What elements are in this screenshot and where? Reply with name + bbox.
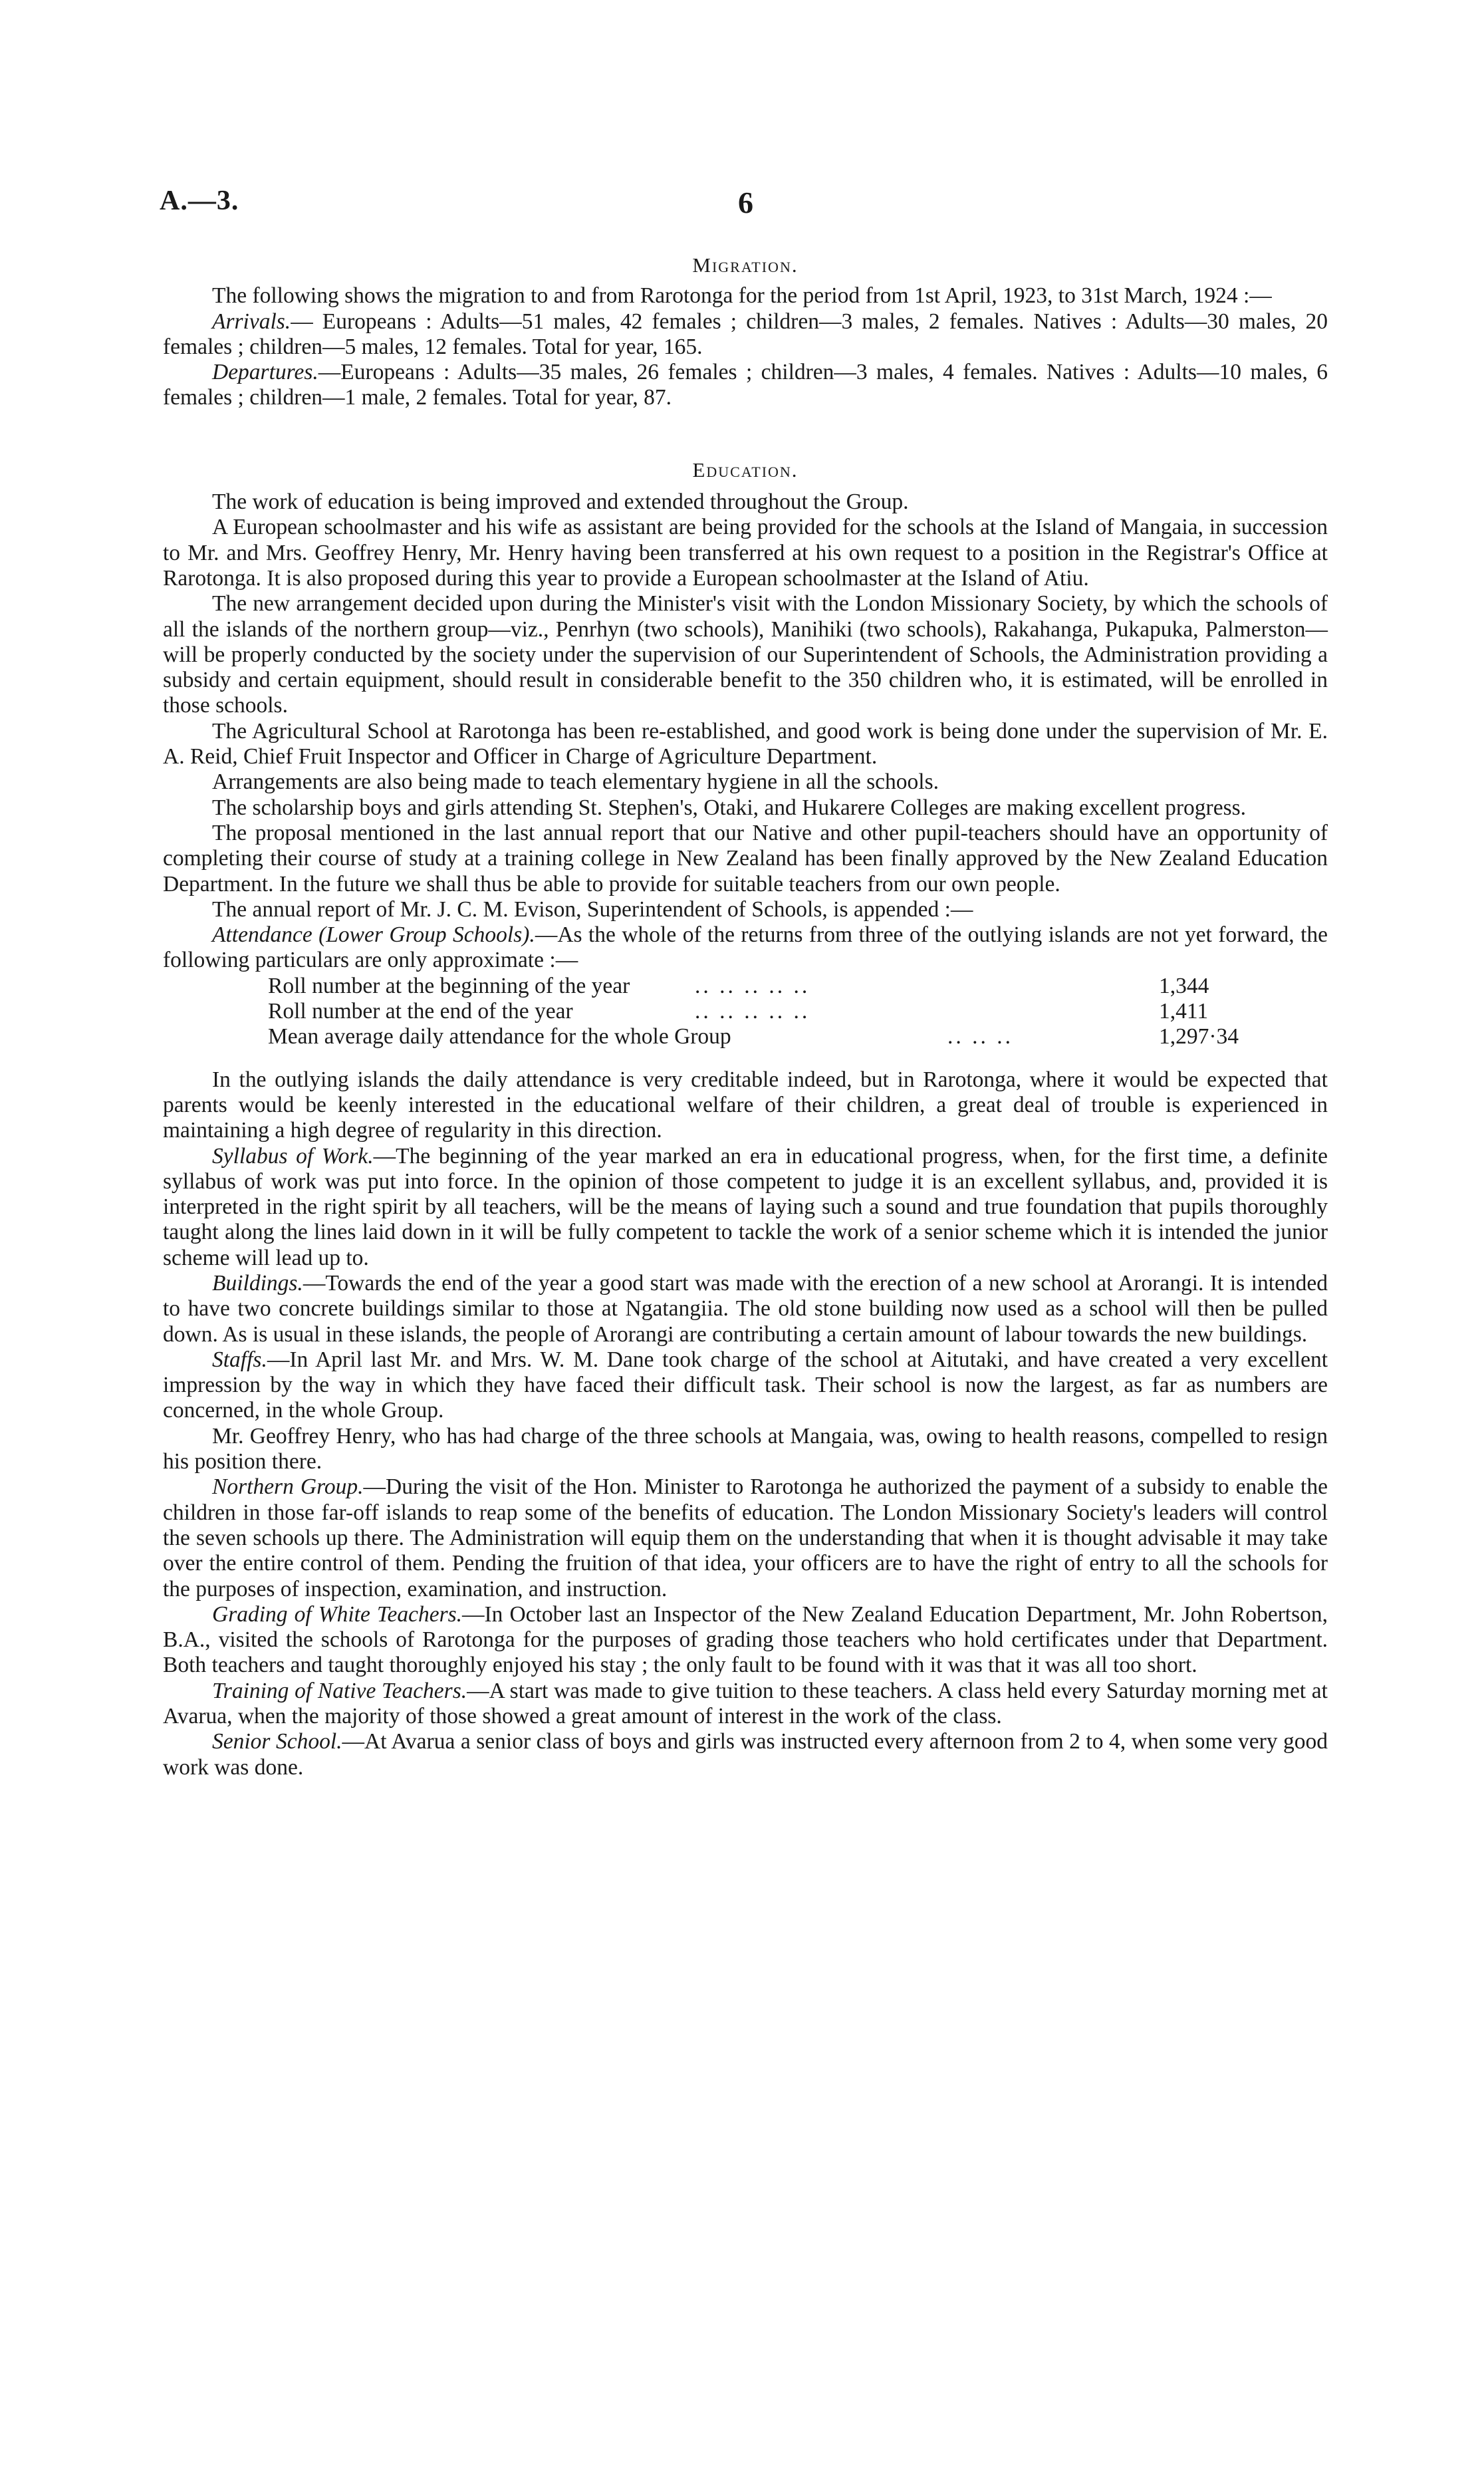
- attendance-lead: Attendance (Lower Group Schools).: [212, 922, 535, 948]
- education-paragraph: The work of education is being improved and extended throughout the Group.: [212, 489, 909, 515]
- education-paragraph: Arrangements are also being made to teach elementary hygiene in all the schools.: [212, 769, 939, 795]
- education-paragraph: Mr. Geoffrey Henry, who has had charge of the three schools at Mangaia, was, owing to health reasons, compelled to resign his position there.: [163, 1423, 1328, 1474]
- stat-row: [163, 1024, 1328, 1049]
- buildings-lead: Buildings.: [212, 1270, 303, 1296]
- stat-leader-dots: .. .. .. .. ..: [695, 999, 810, 1024]
- departures-text: —Europeans : Adults—35 males, 26 females ; children—3 males, 4 females. Natives : Adults—10 males, 6 females ; children—1 male, 2 females. Total for year, 87.: [163, 360, 1328, 410]
- page-body: [163, 253, 1328, 1780]
- stat-label: Mean average daily attendance for the whole Group: [268, 1024, 731, 1049]
- syllabus-text: —The beginning of the year marked an era in educational progress, when, for the first time, a definite syllabus of work was put into force. In the opinion of those competent to judge it is an excellent syllabus, and, provided it is interpreted in the right spirit by all teachers, will be the means of laying such a sound and true foundation that pupils thoroughly taught along the lines laid down in it will be fully competent to tackle the work of a senior scheme which it is intended the junior scheme will lead up to.: [163, 1143, 1328, 1270]
- arrivals-paragraph: [163, 309, 1328, 360]
- stat-label: Roll number at the beginning of the year: [268, 973, 630, 998]
- stat-value: 1,344: [1159, 973, 1209, 998]
- grading-paragraph: [163, 1602, 1328, 1679]
- departures-paragraph: [163, 360, 1328, 411]
- education-paragraph: The scholarship boys and girls attending St. Stephen's, Otaki, and Hukarere Colleges are making excellent progress.: [212, 795, 1247, 820]
- page-header: [160, 185, 1330, 225]
- attendance-paragraph: [163, 922, 1328, 974]
- migration-intro: The following shows the migration to and from Rarotonga for the period from 1st April, 1923, to 31st March, 1924 :—: [212, 283, 1272, 309]
- education-paragraph: The Agricultural School at Rarotonga has been re-established, and good work is being done under the supervision of Mr. E. A. Reid, Chief Fruit Inspector and Officer in Charge of Agriculture Department.: [163, 718, 1328, 769]
- education-paragraph: The annual report of Mr. J. C. M. Evison, Superintendent of Schools, is appended :—: [212, 896, 973, 922]
- grading-text: —In October last an Inspector of the New Zealand Education Department, Mr. John Robertson, B.A., visited the schools of Rarotonga for the purposes of grading those teachers who hold certificates under that Department. Both teachers and taught thoroughly enjoyed his stay ; the only fault to be found with it was that it was all too short.: [163, 1601, 1328, 1678]
- education-paragraph: In the outlying islands the daily attendance is very creditable indeed, but in Rarotonga, where it would be expected that parents would be keenly interested in the educational welfare of their children, a great deal of trouble is experienced in maintaining a high degree of regularity in this direction.: [163, 1067, 1328, 1143]
- syllabus-paragraph: [163, 1144, 1328, 1271]
- attendance-stats: [163, 974, 1328, 1050]
- page-number: 6: [738, 186, 753, 219]
- training-text: —A start was made to give tuition to these teachers. A class held every Saturday morning met at Avarua, when the majority of those showed a great amount of interest in the work of the class.: [163, 1678, 1328, 1729]
- stat-value: 1,411: [1159, 999, 1209, 1024]
- syllabus-lead: Syllabus of Work.: [212, 1143, 374, 1169]
- training-lead: Training of Native Teachers.: [212, 1678, 467, 1703]
- staffs-lead: Staffs.: [212, 1347, 267, 1372]
- arrivals-lead: Arrivals.: [212, 309, 291, 334]
- education-paragraph: The new arrangement decided upon during the Minister's visit with the London Missionary Society, by which the schools of all the islands of the northern group—viz., Penrhyn (two schools), Manihiki (two schools), Rakahanga, Pukapuka, Palmerston—will be properly conducted by the society under the supervision of our Superintendent of Schools, the Administration providing a subsidy and certain equipment, should result in considerable benefit to the 350 children who, it is estimated, will be enrolled in those schools.: [163, 591, 1328, 718]
- departures-lead: Departures.: [212, 360, 318, 385]
- stat-leader-dots: .. .. ..: [947, 1024, 1013, 1049]
- buildings-text: —Towards the end of the year a good start was made with the erection of a new school at Arorangi. It is intended to have two concrete buildings similar to those at Ngatangiia. The old stone building now used as a school will then be pulled down. As is usual in these islands, the people of Arorangi are contributing a certain amount of labour towards the new buildings.: [163, 1270, 1328, 1347]
- stat-label: Roll number at the end of the year: [268, 999, 573, 1024]
- senior-school-text: —At Avarua a senior class of boys and girls was instructed every afternoon from 2 to 4, when some very good work was done.: [163, 1729, 1328, 1780]
- senior-school-paragraph: [163, 1729, 1328, 1780]
- training-paragraph: [163, 1679, 1328, 1730]
- migration-heading: Migration.: [692, 253, 799, 277]
- northern-group-paragraph: [163, 1474, 1328, 1601]
- buildings-paragraph: [163, 1271, 1328, 1347]
- northern-group-text: —During the visit of the Hon. Minister to Rarotonga he authorized the payment of a subsidy to enable the children in those far-off islands to reap some of the benefits of education. The London Missionary Society's leaders will control the seven schools up there. The Administration will equip them on the understanding that when it is thought advisable it may take over the entire control of them. Pending the fruition of that idea, your officers are to have the right of entry to all the schools for the purposes of inspection, examination, and instruction.: [163, 1474, 1328, 1601]
- attendance-text: —As the whole of the returns from three of the outlying islands are not yet forward, the following particulars are only approximate :—: [163, 922, 1328, 973]
- stat-row: [163, 999, 1328, 1024]
- senior-school-lead: Senior School.: [212, 1729, 342, 1754]
- education-heading: Education.: [692, 458, 799, 482]
- northern-group-lead: Northern Group.: [212, 1474, 364, 1500]
- stat-leader-dots: .. .. .. .. ..: [695, 973, 810, 998]
- arrivals-text: — Europeans : Adults—51 males, 42 females ; children—3 males, 2 females. Natives : Adults—30 males, 20 females ; children—5 males, 12 females. Total for year, 165.: [163, 309, 1328, 359]
- grading-lead: Grading of White Teachers.: [212, 1601, 463, 1627]
- education-paragraph: A European schoolmaster and his wife as assistant are being provided for the schools at the Island of Mangaia, in succession to Mr. and Mrs. Geoffrey Henry, Mr. Henry having been transferred at his own request to a position in the Registrar's Office at Rarotonga. It is also proposed during this year to provide a European schoolmaster at the Island of Atiu.: [163, 515, 1328, 591]
- stat-row: [163, 974, 1328, 999]
- staffs-paragraph: [163, 1347, 1328, 1424]
- staffs-text: —In April last Mr. and Mrs. W. M. Dane took charge of the school at Aitutaki, and have created a very excellent impression by the way in which they have faced their difficult task. Their school is now the largest, as far as numbers are concerned, in the whole Group.: [163, 1347, 1328, 1423]
- education-paragraph: The proposal mentioned in the last annual report that our Native and other pupil-teachers should have an opportunity of completing their course of study at a training college in New Zealand has been finally approved by the New Zealand Education Department. In the future we shall thus be able to provide for suitable teachers from our own people.: [163, 820, 1328, 896]
- document-reference: A.—3.: [160, 186, 239, 216]
- stat-value: 1,297·34: [1159, 1024, 1239, 1049]
